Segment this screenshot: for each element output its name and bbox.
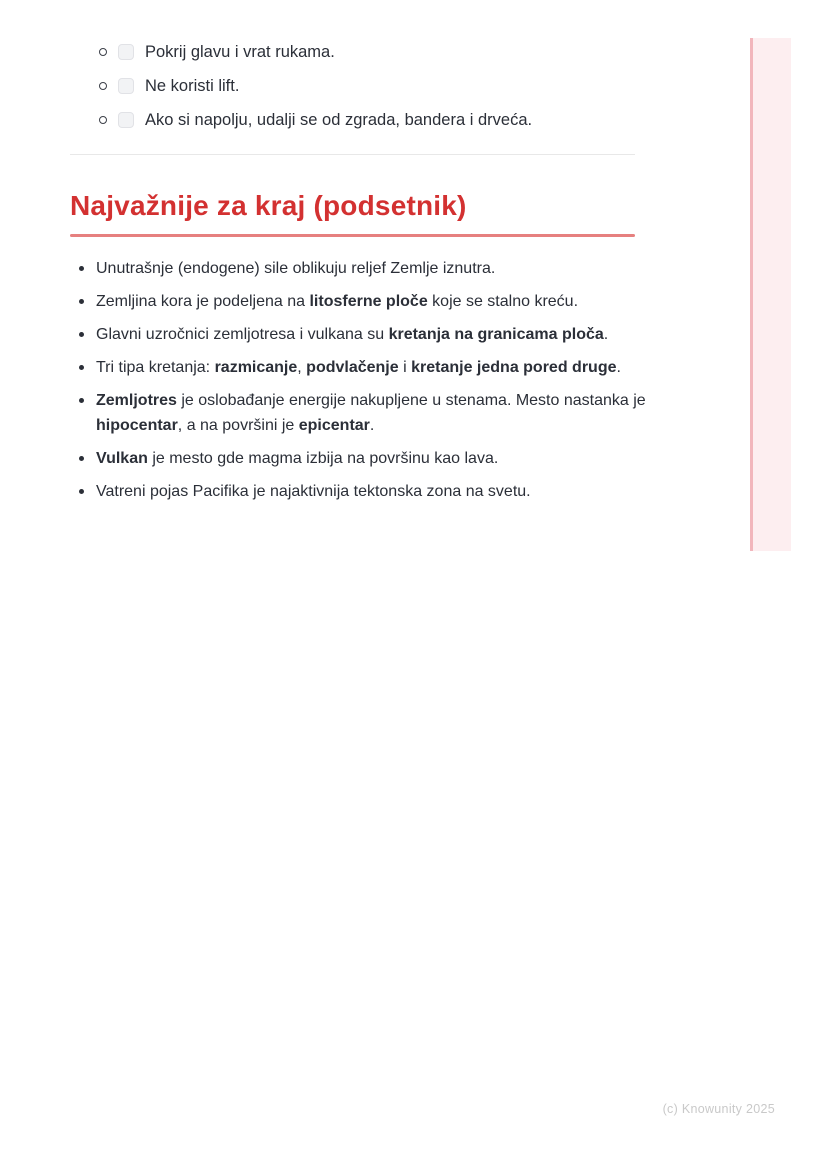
text-segment: kretanje jedna pored druge (411, 359, 617, 376)
text-segment: hipocentar (96, 417, 178, 434)
task-checkbox[interactable] (118, 44, 134, 60)
text-segment: Zemljina kora je podeljena na (96, 293, 310, 310)
bullet-item (70, 322, 646, 347)
bullet-dot-icon (79, 489, 84, 494)
bullet-item (70, 388, 646, 438)
checklist-item-label: Pokrij glavu i vrat rukama. (145, 43, 335, 61)
bullet-dot-icon (79, 332, 84, 337)
text-segment: Vatreni pojas Pacifika je najaktivnija tektonska zona na svetu. (96, 483, 531, 500)
section-heading: Najvažnije za kraj (podsetnik) (70, 190, 467, 221)
checklist-item-label: Ako si napolju, udalji se od zgrada, bandera i drveća. (145, 111, 533, 129)
bullet-item (70, 479, 646, 504)
bullet-item (70, 256, 646, 281)
section-divider (70, 154, 635, 155)
bullet-dot-icon (79, 266, 84, 271)
text-segment: Zemljotres (96, 392, 177, 409)
bullet-dot-icon (79, 398, 84, 403)
text-segment: . (603, 326, 609, 343)
bullet-item (70, 446, 646, 471)
text-segment: epicentar (298, 417, 370, 434)
text-segment: je mesto gde magma izbija na površinu kao lava. (147, 450, 499, 467)
circle-bullet-icon (99, 116, 107, 124)
text-segment: Glavni uzročnici zemljotresa i vulkana su (96, 326, 389, 343)
text-segment: koje se stalno kreću. (427, 293, 579, 310)
bullet-dot-icon (79, 365, 84, 370)
checklist-item (70, 74, 635, 99)
text-segment: je oslobađanje energije nakupljene u stenama. Mesto nastanka je (176, 392, 646, 409)
heading-underline (70, 234, 635, 237)
task-checkbox[interactable] (118, 112, 134, 128)
copyright-footer: (c) Knowunity 2025 (662, 1102, 775, 1116)
circle-bullet-icon (99, 82, 107, 90)
text-segment: Unutrašnje (endogene) sile oblikuju reljef Zemlje iznutra. (96, 260, 496, 277)
text-segment: Vulkan (96, 450, 148, 467)
checklist-item (70, 108, 635, 133)
text-segment: podvlačenje (306, 359, 399, 376)
text-segment: razmicanje (214, 359, 298, 376)
text-segment: . (616, 359, 621, 376)
checklist-item-label: Ne koristi lift. (145, 77, 240, 95)
bullet-item (70, 289, 646, 314)
text-segment: , a na površini je (177, 417, 299, 434)
reminder-list (70, 256, 646, 512)
margin-highlight-strip (750, 38, 791, 551)
bullet-dot-icon (79, 299, 84, 304)
text-segment: i (398, 359, 412, 376)
text-segment: litosferne ploče (309, 293, 428, 310)
text-segment: Tri tipa kretanja: (96, 359, 215, 376)
bullet-dot-icon (79, 456, 84, 461)
checklist-item (70, 40, 635, 65)
task-checkbox[interactable] (118, 78, 134, 94)
bullet-item (70, 355, 646, 380)
text-segment: , (297, 359, 307, 376)
circle-bullet-icon (99, 48, 107, 56)
safety-checklist (70, 40, 635, 142)
text-segment: . (369, 417, 375, 434)
text-segment: kretanja na granicama ploča (388, 326, 604, 343)
